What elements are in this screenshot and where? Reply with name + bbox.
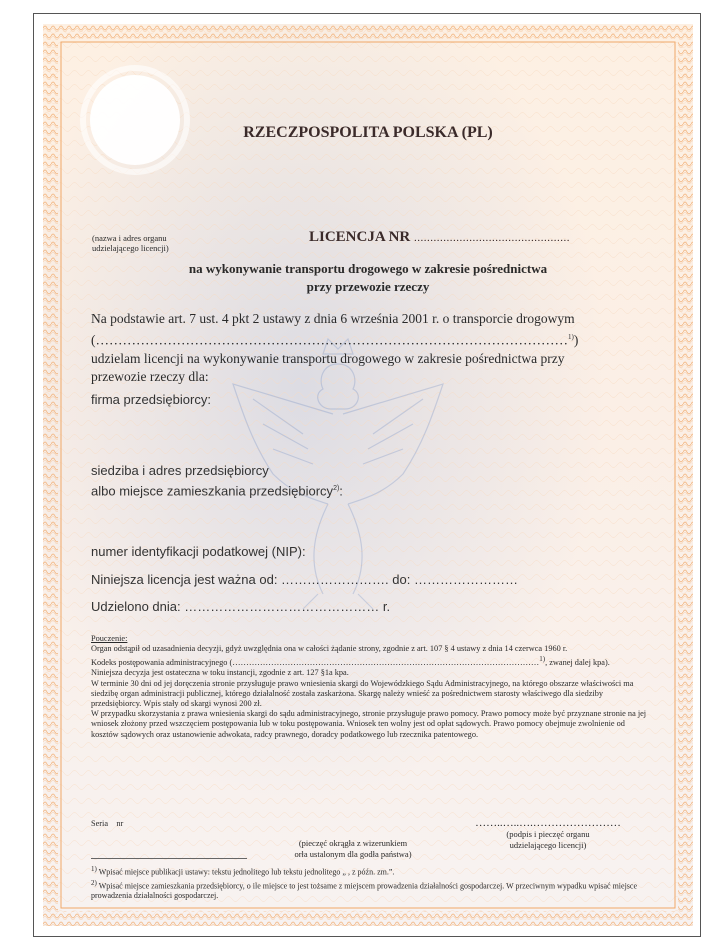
footnote-divider <box>91 858 247 859</box>
field-siedziba-line: siedziba i adres przedsiębiorcy <box>91 463 269 478</box>
series-nr-label: nr <box>116 819 124 828</box>
field-firma: firma przedsiębiorcy: <box>91 392 211 407</box>
footnote-ref: 2) <box>333 485 340 492</box>
instructions-line: W terminie 30 dni od jej doręczenia stronie przysługuje prawo wniesienia skargi do Wojewódzkiego Sądu Administracyjnego, na którego obszarze właściwości ma siedzibę organ administracji publicznej, którego działalność została zaskarżona. Skargę należy wnieść za pośrednictwem starosty właściwego dla siedziby przedsiębiorcy. Wpis stały od skargi wynosi 200 zł. <box>91 678 634 708</box>
field-siedziba-line <box>91 480 343 500</box>
footnotes <box>91 864 651 901</box>
instructions-line: Organ odstąpił od uzasadnienia decyzji, gdyż uwzględnia ona w całości żądanie strony, zgodnie z art. 107 § 4 ustawy z dnia 14 czerwca 1960 r. <box>91 644 568 654</box>
signature-caption: (podpis i pieczęć organu <box>506 829 590 839</box>
field-siedziba <box>91 462 343 500</box>
footnote-mark: 1) <box>91 865 97 873</box>
instructions-block <box>91 634 647 740</box>
license-number-dots: ................................................ <box>414 232 571 244</box>
license-paper <box>43 24 693 926</box>
subtitle-line: przy przewozie rzeczy <box>306 279 430 294</box>
organ-label <box>92 233 212 253</box>
stamp-caption-line: (pieczęć okrągła z wizerunkiem <box>298 838 408 848</box>
footnote-text: Wpisać miejsce publikacji ustawy: tekstu jednolitego lub tekstu jednolitego „ , z późn. zm.”. <box>96 867 395 877</box>
field-nip: numer identyfikacji podatkowej (NIP): <box>91 544 306 559</box>
stamp-caption <box>278 838 428 860</box>
footnote-ref: 1) <box>568 333 574 341</box>
license-label: LICENCJA NR <box>309 229 411 245</box>
license-number <box>309 229 570 246</box>
footnote-text: Wpisać miejsce zamieszkania przedsiębiorcy, o ile miejsce to jest tożsame z miejscem prowadzenia działalności gospodarczej. W przeciwnym wypadku wpisać miejsce prowadzenia działalności gospodarczej. <box>91 881 638 901</box>
series-number <box>91 819 123 829</box>
field-siedziba-text: albo miejsce zamieszkania przedsiębiorcy <box>91 483 334 499</box>
paragraph-line: udzielam licencji na wykonywanie transportu drogowego w zakresie pośrednictwa przy <box>91 350 565 366</box>
paragraph-line <box>91 328 643 350</box>
instructions-line <box>91 654 647 668</box>
footnote-2 <box>91 878 651 902</box>
paragraph-line: przewozie rzeczy dla: <box>91 368 209 384</box>
field-siedziba-colon: : <box>339 483 343 499</box>
series-label: Seria <box>91 819 109 828</box>
stamp-caption-line: orła ustalonym dla godła państwa) <box>294 849 412 859</box>
instructions-dots: Kodeks postępowania administracyjnego (………………………………………………………………………………………………… <box>91 658 540 668</box>
field-issued-date: Udzielono dnia: ……………………………………… r. <box>91 599 391 614</box>
field-validity: Niniejsza licencja jest ważna od: ……………………. do: …………………… <box>91 572 518 587</box>
footnote-ref: 1) <box>539 655 546 664</box>
organ-label-line: udzielającego licencji) <box>92 243 169 253</box>
instructions-line: Niniejsza decyzja jest ostateczna w toku instancji, zgodnie z art. 127 §1a kpa. <box>91 668 349 678</box>
paragraph-line: Na podstawie art. 7 ust. 4 pkt 2 ustawy z dnia 6 września 2001 r. o transporcie drogowym <box>91 311 575 326</box>
footnote-1 <box>91 864 651 878</box>
paragraph-bracket: ) <box>573 332 579 348</box>
signature-block <box>473 818 623 851</box>
document-title: RZECZPOSPOLITA POLSKA (PL) <box>243 124 493 141</box>
instructions-kpa: , zwanej dalej kpa). <box>545 658 610 668</box>
instructions-title: Pouczenie: <box>91 634 128 643</box>
organ-label-line: (nazwa i adres organu <box>92 233 167 243</box>
paragraph-dots: (…………………………………………………………………………………………… <box>91 332 568 348</box>
signature-caption: udzielającego licencji) <box>509 840 587 850</box>
document-subtitle <box>43 260 693 296</box>
subtitle-line: na wykonywanie transportu drogowego w zakresie pośrednictwa <box>188 261 548 276</box>
signature-dots: ……..…..….…………………… <box>475 817 621 829</box>
footnote-mark: 2) <box>91 878 97 887</box>
instructions-line: W przypadku skorzystania z prawa wniesienia skargi do sądu administracyjnego, stronie przysługuje prawo pomocy. Prawo pomocy może być przyznane stronie na jej wniosek złożony przed wszczęciem postępowania lub w toku postępowania. Wniosek ten wolny jest od opłat sądowych. Prawo pomocy obejmuje zwolnienie od kosztów sądowych oraz ustanowienie adwokata, radcy prawnego, doradcy podatkowego lub rzecznika patentowego. <box>91 709 647 739</box>
legal-basis-paragraph <box>91 310 643 386</box>
